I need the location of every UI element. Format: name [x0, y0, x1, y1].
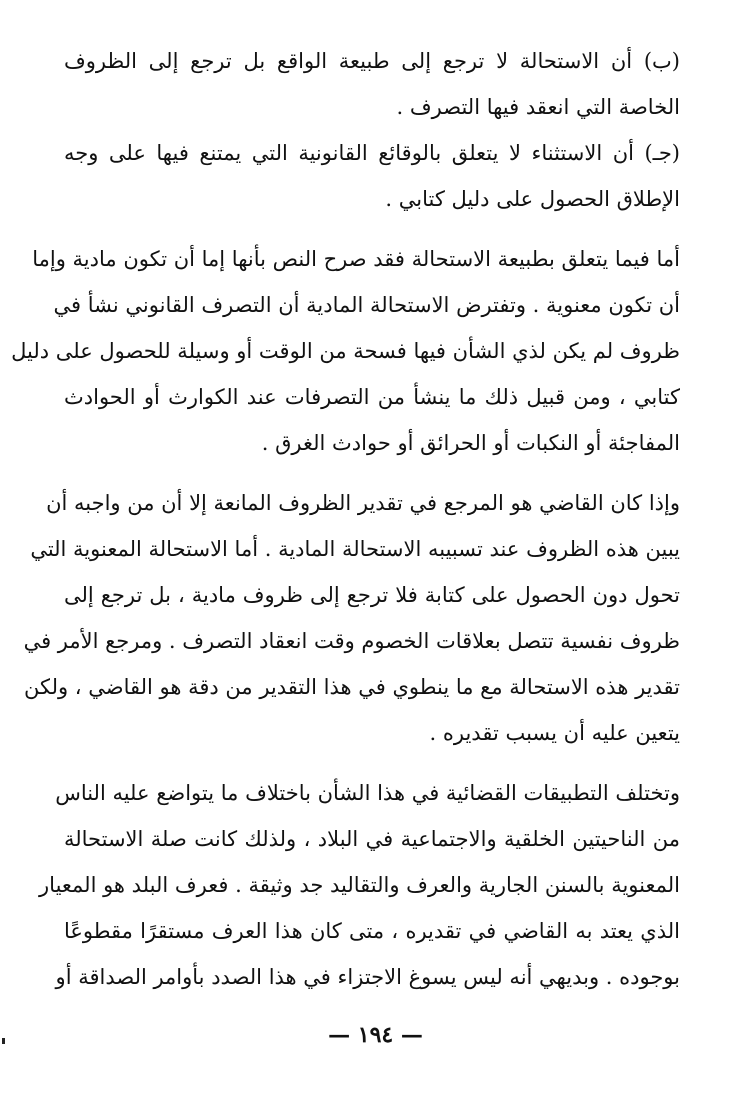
- paragraph-1: [11, 236, 680, 466]
- text-line: ظروف لم يكن لذي الشأن فيها فسحة من الوقت أو وسيلة للحصول على دليل: [11, 339, 680, 363]
- page-number: — ١٩٤ —: [328, 1022, 423, 1048]
- text-line: يتعين عليه أن يسبب تقديره .: [429, 721, 680, 745]
- scan-edge-mark: [2, 1038, 5, 1044]
- document-page: [11, 38, 681, 1000]
- paragraph-2: [23, 480, 680, 756]
- text-line: وإذا كان القاضي هو المرجع في تقدير الظروف المانعة إلا أن من واجبه أن: [46, 491, 680, 515]
- item-j: [64, 130, 680, 222]
- spacer: [64, 756, 680, 770]
- spacer: [64, 466, 680, 480]
- text-line: المفاجئة أو النكبات أو الحرائق أو حوادث الغرق .: [261, 431, 680, 455]
- text-line: تقدير هذه الاستحالة مع ما ينطوي في هذا التقدير من دقة هو القاضي ، ولكن: [23, 675, 680, 699]
- text-line: تحول دون الحصول على كتابة فلا ترجع إلى ظروف مادية ، بل ترجع إلى: [64, 583, 680, 607]
- text-line: بوجوده . وبديهي أنه ليس يسوغ الاجتزاء في هذا الصدد بأوامر الصداقة أو: [55, 965, 680, 989]
- text-line: الذي يعتد به القاضي في تقديره ، متى كان هذا العرف مستقرًا مقطوعًا: [64, 919, 680, 943]
- text-line: يبين هذه الظروف عند تسبيبه الاستحالة المادية . أما الاستحالة المعنوية التي: [30, 537, 680, 561]
- text-line: الخاصة التي انعقد فيها التصرف .: [396, 95, 680, 119]
- text-line: المعنوية بالسنن الجارية والعرف والتقاليد جد وثيقة . فعرف البلد هو المعيار: [39, 873, 680, 897]
- text-line: الإطلاق الحصول على دليل كتابي .: [385, 187, 680, 211]
- paragraph-3: [39, 770, 680, 1000]
- spacer: [64, 222, 680, 236]
- text-line: من الناحيتين الخلقية والاجتماعية في البلاد ، ولذلك كانت صلة الاستحالة: [64, 827, 680, 851]
- text-line: ظروف نفسية تتصل بعلاقات الخصوم وقت انعقاد التصرف . ومرجع الأمر في: [23, 629, 680, 653]
- text-line: (جـ) أن الاستثناء لا يتعلق بالوقائع القانونية التي يمتنع فيها على وجه: [64, 141, 680, 165]
- text-line: أن تكون معنوية . وتفترض الاستحالة المادية أن التصرف القانوني نشأ في: [53, 293, 680, 317]
- text-line: (ب) أن الاستحالة لا ترجع إلى طبيعة الواقع بل ترجع إلى الظروف: [64, 49, 681, 73]
- text-line: أما فيما يتعلق بطبيعة الاستحالة فقد صرح النص بأنها إما أن تكون مادية وإما: [32, 247, 680, 271]
- item-b: [64, 38, 680, 130]
- text-line: كتابي ، ومن قبيل ذلك ما ينشأ من التصرفات عند الكوارث أو الحوادث: [64, 385, 680, 409]
- text-line: وتختلف التطبيقات القضائية في هذا الشأن باختلاف ما يتواضع عليه الناس: [55, 781, 680, 805]
